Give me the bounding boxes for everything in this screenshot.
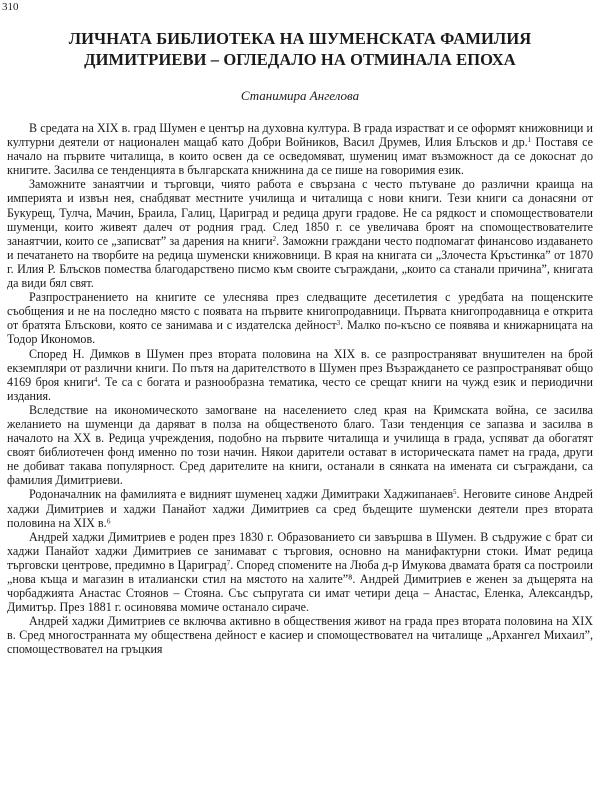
paragraph-text: Андрей хаджи Димитриев се включва активно в обществения живот на града през втората половина на XIX в. Сред многостранната му обществена дейност е касиер и спомоществовател на читалище „Архангел Михаил”, спомоществовател на гръцкия xyxy=(7,614,593,657)
paragraph-text: . Според спомените на Люба д-р Имукова двамата братя са построили „нова къща и магазин в италиански стил на мястото на халите”⁸. Андрей Димитриев е женен за дъщерята на чорбаджията Анастас Стоянов – Стояна. Със съпругата си имат четири деца – Анастас, Еленка, Александър, Димитър. През 1881 г. осиновява момиче останало сираче. xyxy=(7,557,593,615)
paragraph xyxy=(7,347,593,403)
paragraph-text: Заможните занаятчии и търговци, чиято работа е свързана с често пътуване до различни краища на империята и извън нея, снабдяват местните училища и читалища с нови книги. Тези книги са донасяни от Букурещ, Тулча, Мачин, Браила, Галиц, Цариград и редица други градове. Не са рядкост и спомоществователи шуменци, които живеят далеч от родния град. След 1850 г. се увеличава броят на спомоществователите занаятчии, които се „записват” за дарения на книги xyxy=(7,177,593,248)
article-title xyxy=(0,28,600,70)
paragraph-text: Разпространението на книгите се улеснява през следващите десетилетия с уредбата на пощенските съобщения и не на последно място с появата на първите книгопродавници. Първата книгопродавница е открита от братята Блъскови, която се занимава и с издателска дейност xyxy=(7,290,593,333)
paragraph-text: Родоначалник на фамилията е видният шуменец хаджи Димитраки Хаджипанаев xyxy=(29,487,454,502)
footnote-ref: 4 xyxy=(93,375,98,384)
paragraph-text: Според Н. Димков в Шумен през втората половина на XIX в. се разпространяват внушителен на брой екземпляри от различни книги. По пътя на дарителството в Шумен през Възраждането се разпространяват общо 4169 броя книги xyxy=(7,346,593,389)
paragraph xyxy=(7,487,593,529)
footnote-ref: 5 xyxy=(453,488,457,497)
article-title-line-1: ЛИЧНАТА БИБЛИОТЕКА НА ШУМЕНСКАТА ФАМИЛИЯ xyxy=(68,29,532,48)
footnote-ref: 3 xyxy=(336,319,341,328)
footnote-ref: 7 xyxy=(226,558,231,567)
paragraph-text: . Неговите синове Андрей хаджи Димитриев и хаджи Панайот хаджи Димитриев са сред бъдещите шуменски деятели през втората половина на XIX в.⁶ xyxy=(7,487,593,530)
paragraph xyxy=(7,177,593,290)
paragraph-text: Поставя се начало на първите читалища, в които освен да се осведомяват, шумениц имат възможност да се докоснат до книгите. Засилва се тенденцията в българската книжнина да се пише на говоримия език. xyxy=(7,135,593,178)
paragraph xyxy=(7,403,593,488)
article-title-line-2: ДИМИТРИЕВИ – ОГЛЕДАЛО НА ОТМИНАЛА ЕПОХА xyxy=(84,50,516,69)
paragraph-text: Вследствие на икономическото замогване на населението след края на Кримската война, се засилва желанието на шуменци да даряват в полза на общественото благо. Тази тенденция се запазва и засилва в началото на XX в. Редица учреждения, подобно на първите читалища и училища в града, успяват да обогатят своят библиотечен фонд именно по този начин. Някои дарители остават в историческата памет на града, други не добиват такава популярност. Сред дарителите на книги, останали в сянката на имената си съграждани, са фамилия Димитриеви. xyxy=(7,402,593,488)
paragraph-text: . Заможни граждани често подпомагат финансово издаването и печатането на творбите на редица шуменски книжовници. В края на книгата си „Злочеста Кръстинка” от 1870 г. Илия Р. Блъсков помества благодарствено писмо към своите съграждани, „които са станали причина”, книгата да види бял свят. xyxy=(7,233,593,291)
paragraph-text: . Те са с богата и разнообразна тематика, често се срещат книги на чужд език и периодични издания. xyxy=(7,374,593,403)
footnote-ref: 1 xyxy=(527,136,532,145)
paragraph-text: . Малко по-късно се появява и книжарницата на Тодор Икономов. xyxy=(7,318,593,347)
paragraph xyxy=(7,530,593,615)
paragraph xyxy=(7,121,593,177)
footnote-ref: 2 xyxy=(272,234,277,243)
page-number: 310 xyxy=(2,1,19,13)
paragraph-text: Андрей хаджи Димитриев е роден през 1830 г. Образованието си завършва в Шумен. В съдружие с брат си хаджи Панайот хаджи Димитриев се занимават с търговия, основно на манифактурни стоки. Имат редица търговски центрове, предимно в Цариград xyxy=(7,529,593,572)
paragraph-text: В средата на XIX в. град Шумен е център на духовна култура. В града израстват и се оформят книжовници и културни деятели от национален мащаб като Добри Войников, Васил Друмев, Илия Блъсков и др. xyxy=(7,121,593,150)
article-body xyxy=(7,121,593,800)
author-name: Станимира Ангелова xyxy=(240,88,360,103)
paragraph xyxy=(7,614,593,656)
paragraph xyxy=(7,290,593,346)
